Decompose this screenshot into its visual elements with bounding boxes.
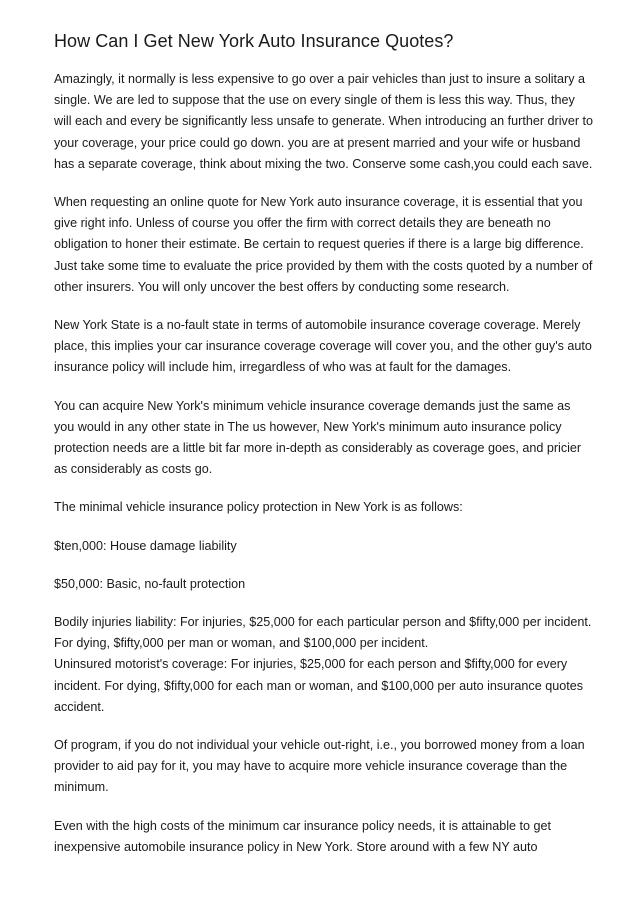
paragraph-minimum-requirements: You can acquire New York's minimum vehicle insurance coverage demands just the same as you would in any other state in The us however, New York's minimum auto insurance policy protection needs are a little bit far more in-depth as considerably as coverage goes, and pricier as considerably as costs go.	[54, 398, 582, 477]
document-title: How Can I Get New York Auto Insurance Quotes?	[54, 31, 454, 51]
paragraph-minimal-protection-intro: The minimal vehicle insurance policy protection in New York is as follows:	[54, 500, 463, 515]
paragraph-property-damage: $ten,000: House damage liability	[54, 538, 237, 553]
paragraph-online-quote: When requesting an online quote for New York auto insurance coverage, it is essential that you give right info. Unless of course you offer the firm with correct details they are beneath no obligation to honer their estimate. Be certain to request queries if there is a large big difference. Just take some time to evaluate the price provided by them with the costs quoted by a number of other insurers. You will only uncover the best offers by conducting some research.	[54, 195, 593, 294]
paragraph-multiple-vehicles: Amazingly, it normally is less expensive to go over a pair vehicles than just to insure a solitary a single. We are led to suppose that the use on every single of them is less this way. Thus, they will each and every be significantly less unsafe to generate. When introducing an further driver to your coverage, your price could go down. you are at present married and your wife or husband has a separate coverage, think about mixing the two. Conserve some cash,you could each save.	[54, 72, 594, 171]
paragraph-inexpensive-insurance: Even with the high costs of the minimum car insurance policy needs, it is attainable to get inexpensive automobile insurance policy in New York. Store around with a few NY auto	[54, 818, 552, 854]
paragraph-uninsured-motorist: Uninsured motorist's coverage: For injuries, $25,000 for each person and $fifty,000 for every incident. For dying, $fifty,000 for each man or woman, and $100,000 per auto insurance quotes accident.	[54, 657, 584, 714]
paragraph-no-fault-state: New York State is a no-fault state in terms of automobile insurance coverage coverage. Merely place, this implies your car insurance coverage coverage will cover you, and the other guy's auto insurance policy will include him, irregardless of who was at fault for the damages.	[54, 318, 592, 375]
paragraph-bodily-injury: Bodily injuries liability: For injuries, $25,000 for each particular person and $fifty,000 per incident. For dying, $fifty,000 per man or woman, and $100,000 per incident.	[54, 615, 592, 651]
document-page	[54, 30, 594, 875]
paragraph-financed-vehicle: Of program, if you do not individual your vehicle out-right, i.e., you borrowed money from a loan provider to aid pay for it, you may have to acquire more vehicle insurance coverage than the minimum.	[54, 738, 585, 795]
paragraph-no-fault-protection: $50,000: Basic, no-fault protection	[54, 576, 246, 591]
